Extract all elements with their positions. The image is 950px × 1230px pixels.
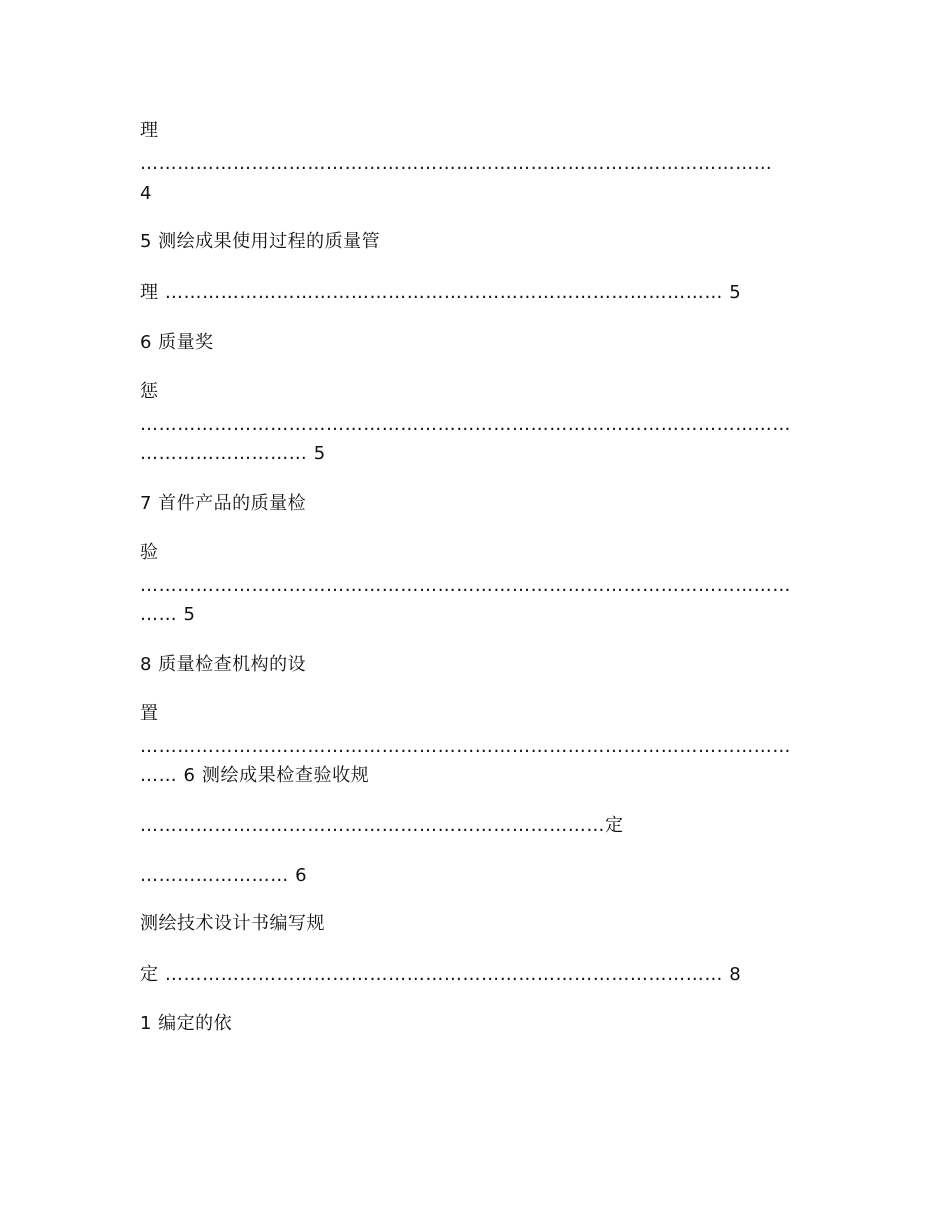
toc-leader-dots: …………………………………………………………………………………………	[140, 153, 773, 174]
toc-line: 惩	[140, 381, 159, 402]
toc-entry-title: 8 质量检查机构的设	[140, 654, 307, 675]
toc-line: 验	[140, 542, 159, 563]
toc-entry-title: 5 测绘成果使用过程的质量管	[140, 231, 381, 252]
toc-leader-dots: ……………………………………………………………………………………………	[140, 575, 791, 596]
toc-entry-with-page: ……………………… 5	[140, 443, 326, 464]
toc-line: 置	[140, 703, 159, 724]
toc-leader-dots: ……………………………………………………………………………………………	[140, 414, 791, 435]
toc-entry-with-page: 理 ……………………………………………………………………………… 5	[140, 282, 742, 303]
toc-entry-with-page: …… 6 测绘成果检查验收规	[140, 765, 370, 786]
toc-entry-with-page: …… 5	[140, 604, 196, 625]
toc-leader-dots: ……………………………………………………………………………………………	[140, 736, 791, 757]
toc-entry-with-page: 定 ……………………………………………………………………………… 8	[140, 964, 742, 985]
toc-entry-title: 测绘技术设计书编写规	[140, 913, 325, 934]
toc-entry-with-page: …………………… 6	[140, 865, 308, 886]
toc-entry-title: 1 编定的依	[140, 1013, 233, 1034]
toc-entry-title: 7 首件产品的质量检	[140, 493, 307, 514]
toc-line: 理	[140, 120, 159, 141]
toc-page-number: 4	[140, 183, 152, 204]
toc-leader-dots: …………………………………………………………………定	[140, 815, 624, 836]
toc-entry-title: 6 质量奖	[140, 332, 214, 353]
